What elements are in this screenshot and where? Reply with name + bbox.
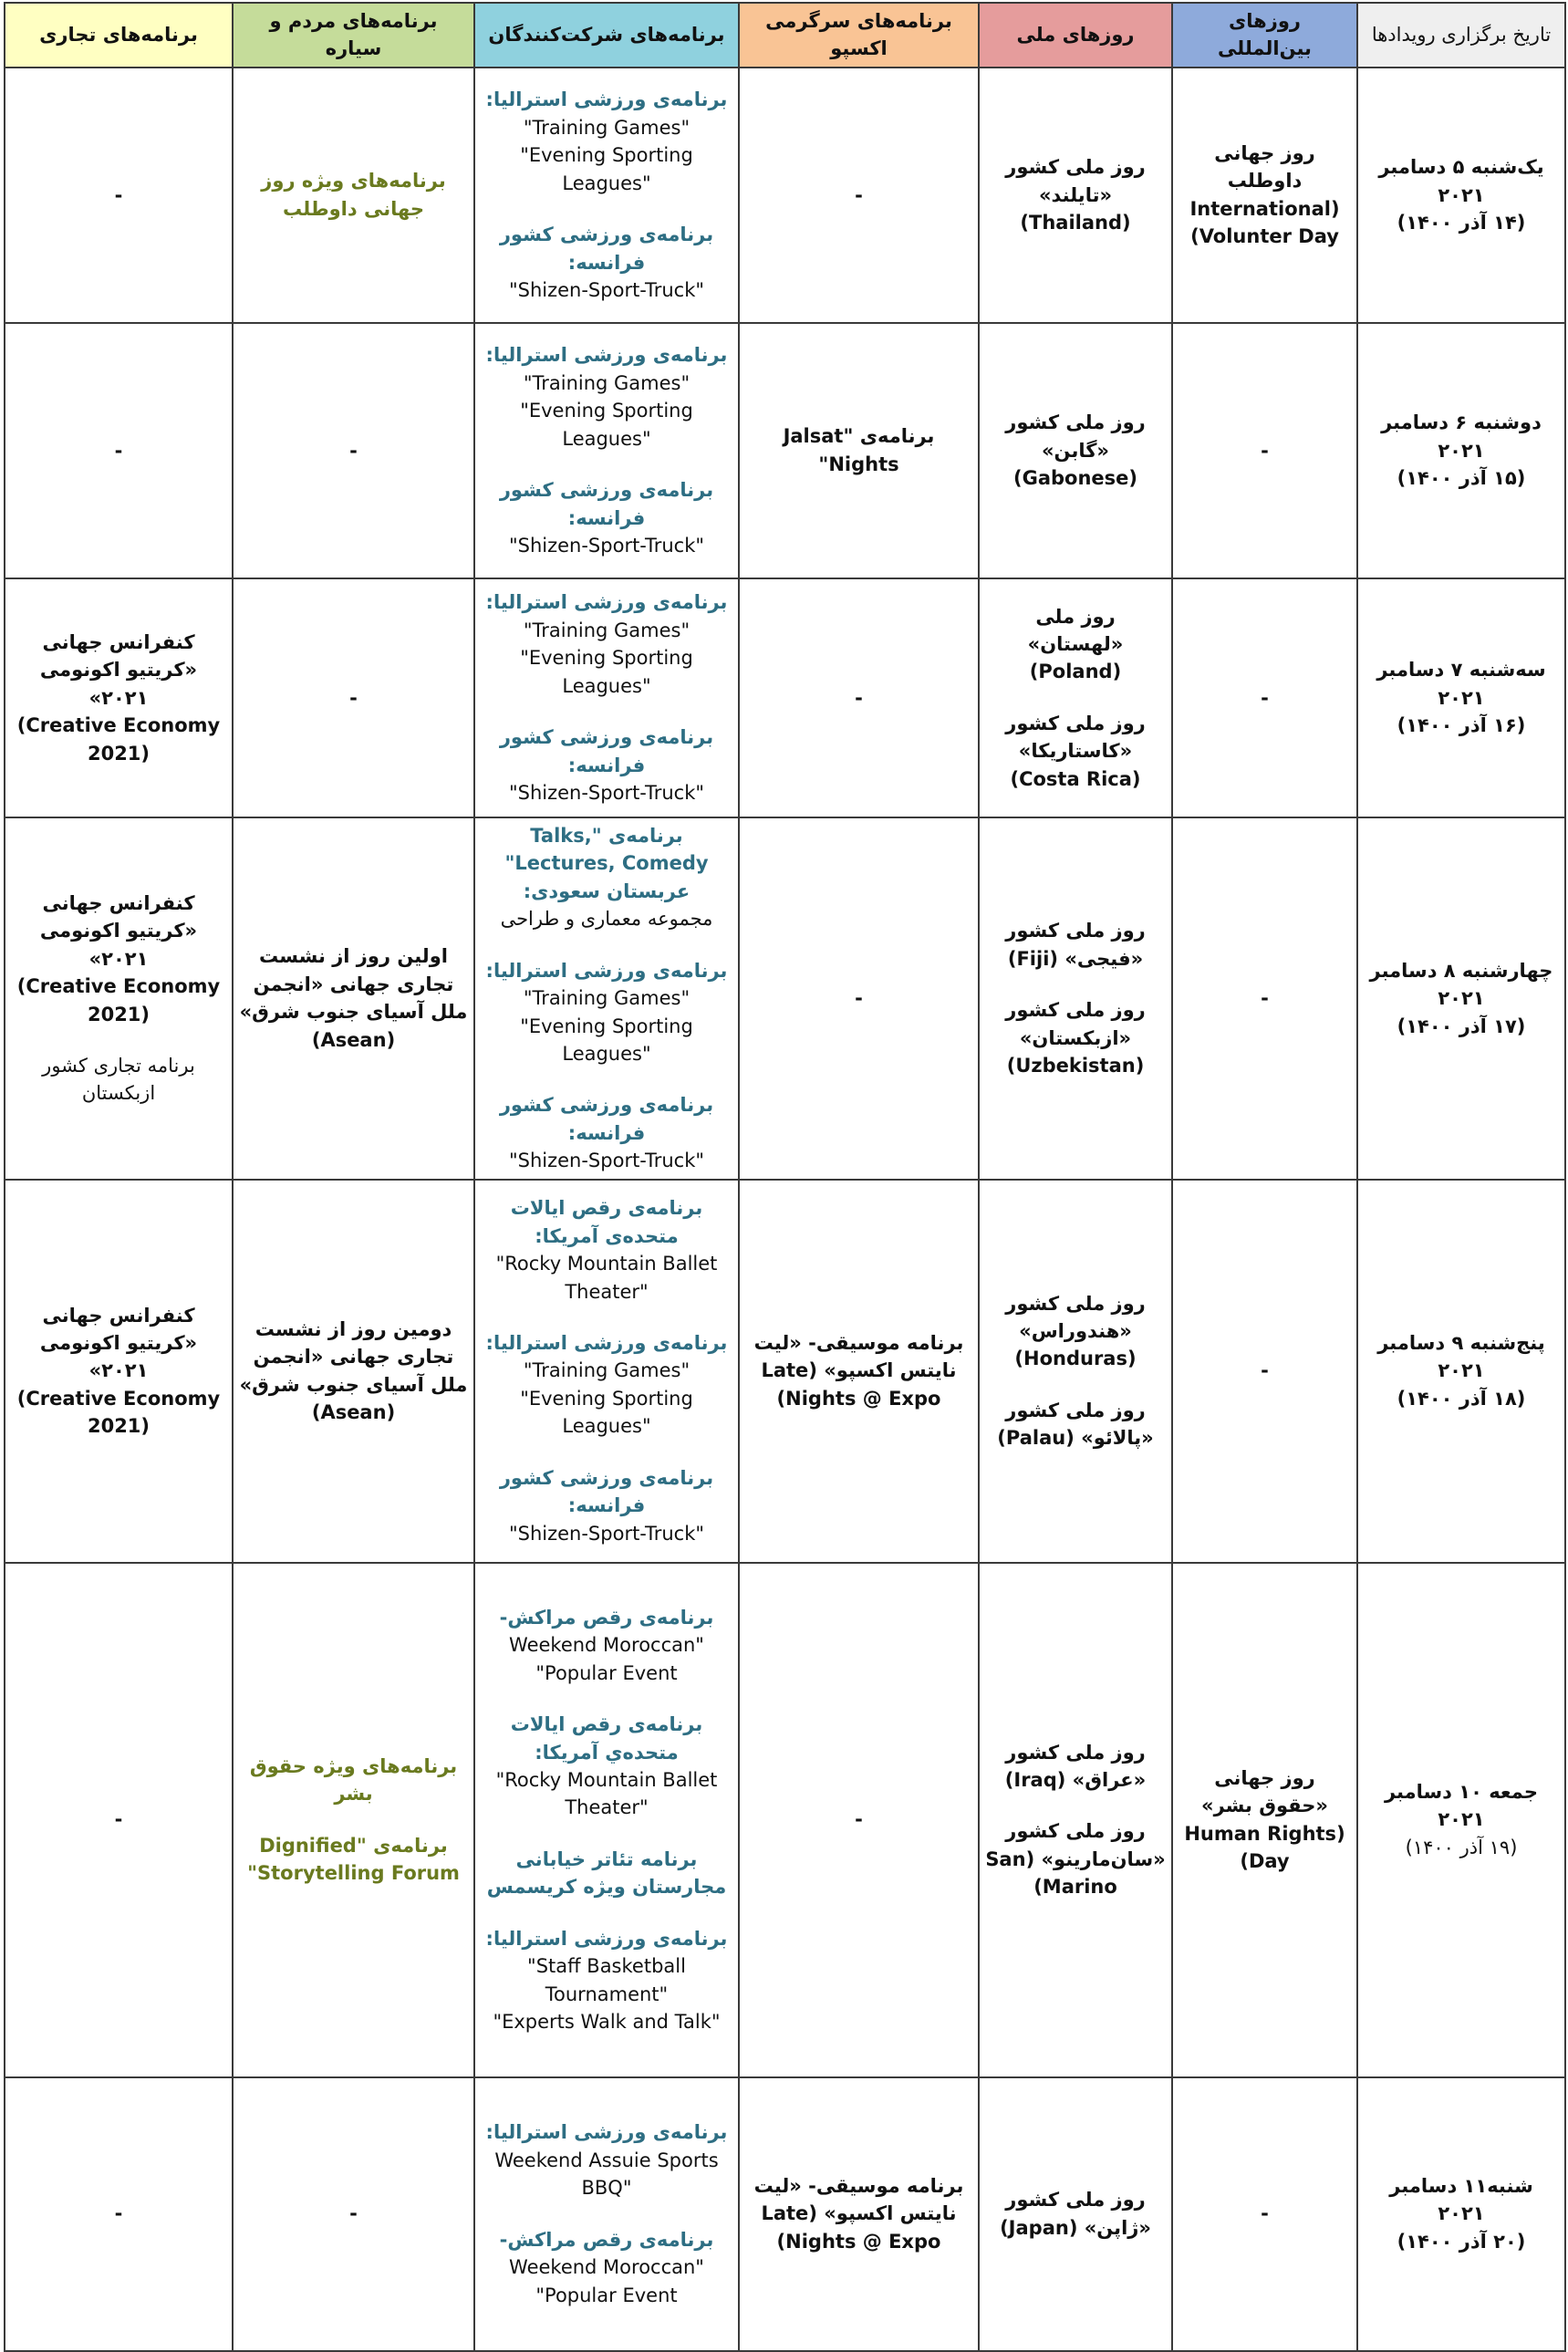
header-commercial: برنامه‌های تجاری [5,3,233,68]
table-row [5,323,1565,578]
header-row [5,3,1565,68]
public-program-cell: برنامه‌های ویژه روز جهانی داوطلب [233,68,474,323]
commercial-cell: - [5,1563,233,2077]
public-program-cell: برنامه‌های ویژه حقوق بشر برنامه‌ی "Dignified Storytelling Forum" [233,1563,474,2077]
participants-cell: برنامه‌ی ورزشی استرالیا: "Training Games" "Evening Sporting Leagues" برنامه‌ی ورزشی کشور فرانسه: "Shizen-Sport-Truck" [474,323,739,578]
commercial-cell: - [5,2077,233,2351]
table-row [5,1563,1565,2077]
commercial-cell: - [5,68,233,323]
date-cell: پنج‌شنبه ۹ دسامبر ۲۰۲۱ (۱۸ آذر ۱۴۰۰) [1357,1180,1565,1563]
header-participant-programs: برنامه‌های شرکت‌کنندگان [474,3,739,68]
commercial-cell: - [5,323,233,578]
header-people-planet: برنامه‌های مردم و سیاره [233,3,474,68]
public-program-cell: - [233,2077,474,2351]
participants-cell: برنامه‌ی ورزشی استرالیا: "Training Games" "Evening Sporting Leagues" برنامه‌ی ورزشی کشور فرانسه: "Shizen-Sport-Truck" [474,68,739,323]
national-day-cell: روز ملی کشور «ژاپن» (Japan) [979,2077,1172,2351]
header-expo-entertainment: برنامه‌های سرگرمی اکسپو [739,3,979,68]
participants-cell: برنامه‌ی "Talks, Lectures, Comedy" عربستان سعودی: مجموعه معماری و طراحی برنامه‌ی ورزشی استرالیا: "Training Games" "Evening Sporting Leagues" برنامه‌ی ورزشی کشور فرانسه: "Shizen-Sport-Truck" [474,817,739,1180]
public-program-cell: دومین روز از نشست تجاری جهانی «انجمن ملل آسیای جنوب شرق» (Asean) [233,1180,474,1563]
header-international-days: روزهای بین‌المللی [1172,3,1357,68]
expo-cell: - [739,578,979,817]
header-national-days: روزهای ملی [979,3,1172,68]
expo-cell: برنامه موسیقی- «لیت نایتس اکسپو» (Late Nights @ Expo) [739,1180,979,1563]
commercial-cell: کنفرانس جهانی «کریتیو اکونومی ۲۰۲۱» (Creative Economy 2021) [5,578,233,817]
international-day-cell: - [1172,323,1357,578]
participants-cell: برنامه‌ی رقص مراکش- Weekend Moroccan" "Popular Event برنامه‌ی رقص ایالات متحده‌ي آمریکا: "Rocky Mountain Ballet Theater" برنامه تئاتر خیابانی مجارستان ویژه کریسمس برنامه‌ی ورزشی استرالیا: "Staff Basketball Tournament" "Experts Walk and Talk" [474,1563,739,2077]
public-program-cell: - [233,578,474,817]
expo-cell: برنامه موسیقی- «لیت نایتس اکسپو» (Late Nights @ Expo) [739,2077,979,2351]
public-program-cell: اولین روز از نشست تجاری جهانی «انجمن ملل آسیای جنوب شرق» (Asean) [233,817,474,1180]
expo-cell: - [739,68,979,323]
table-row [5,2077,1565,2351]
national-day-cell: روز ملی «لهستان» (Poland) روز ملی کشور «کاستاریکا» (Costa Rica) [979,578,1172,817]
date-cell: چهارشنبه ۸ دسامبر ۲۰۲۱ (۱۷ آذر ۱۴۰۰) [1357,817,1565,1180]
public-program-cell: - [233,323,474,578]
header-date: تاریخ برگزاری رویدادها [1357,3,1565,68]
commercial-cell: کنفرانس جهانی «کریتیو اکونومی ۲۰۲۱» (Creative Economy 2021) [5,1180,233,1563]
national-day-cell: روز ملی کشور «فیجی» (Fiji) روز ملی کشور «ازبکستان» (Uzbekistan) [979,817,1172,1180]
commercial-cell: کنفرانس جهانی «کریتیو اکونومی ۲۰۲۱» (Creative Economy 2021) برنامه تجاری کشور ازبکستان [5,817,233,1180]
international-day-cell: - [1172,2077,1357,2351]
participants-cell: برنامه‌ی ورزشی استرالیا: "Training Games" "Evening Sporting Leagues" برنامه‌ی ورزشی کشور فرانسه: "Shizen-Sport-Truck" [474,578,739,817]
expo-cell: برنامه‌ی "Jalsat Nights" [739,323,979,578]
international-day-cell: - [1172,578,1357,817]
date-cell: یک‌شنبه ۵ دسامبر ۲۰۲۱ (۱۴ آذر ۱۴۰۰) [1357,68,1565,323]
national-day-cell: روز ملی کشور «عراق» (Iraq) روز ملی کشور «سان‌مارینو» (San Marino) [979,1563,1172,2077]
international-day-cell: - [1172,1180,1357,1563]
expo-cell: - [739,817,979,1180]
international-day-cell: - [1172,817,1357,1180]
events-schedule-table [4,2,1566,2352]
international-day-cell: روز جهانی داوطلب (International Volunter Day) [1172,68,1357,323]
table-row [5,578,1565,817]
table-row [5,1180,1565,1563]
participants-cell: برنامه‌ی ورزشی استرالیا: Weekend Assuie Sports BBQ" برنامه‌ی رقص مراکش- Weekend Moroccan" "Popular Event [474,2077,739,2351]
national-day-cell: روز ملی کشور «گابن» (Gabonese) [979,323,1172,578]
national-day-cell: روز ملی کشور «هندوراس» (Honduras) روز ملی کشور «پالائو» (Palau) [979,1180,1172,1563]
national-day-cell: روز ملی کشور «تایلند» (Thailand) [979,68,1172,323]
date-cell: شنبه۱۱ دسامبر ۲۰۲۱ (۲۰ آذر ۱۴۰۰) [1357,2077,1565,2351]
international-day-cell: روز جهانی «حقوق بشر» (Human Rights Day) [1172,1563,1357,2077]
date-cell: دوشنبه ۶ دسامبر ۲۰۲۱ (۱۵ آذر ۱۴۰۰) [1357,323,1565,578]
table-row [5,68,1565,323]
expo-cell: - [739,1563,979,2077]
date-cell: سه‌شنبه ۷ دسامبر ۲۰۲۱ (۱۶ آذر ۱۴۰۰) [1357,578,1565,817]
date-cell: جمعه ۱۰ دسامبر ۲۰۲۱ (۱۹ آذر ۱۴۰۰) [1357,1563,1565,2077]
table-row [5,817,1565,1180]
participants-cell: برنامه‌ی رقص ایالات متحده‌ی آمریکا: "Rocky Mountain Ballet Theater" برنامه‌ی ورزشی استرالیا: "Training Games" "Evening Sporting Leagues" برنامه‌ی ورزشی کشور فرانسه: "Shizen-Sport-Truck" [474,1180,739,1563]
